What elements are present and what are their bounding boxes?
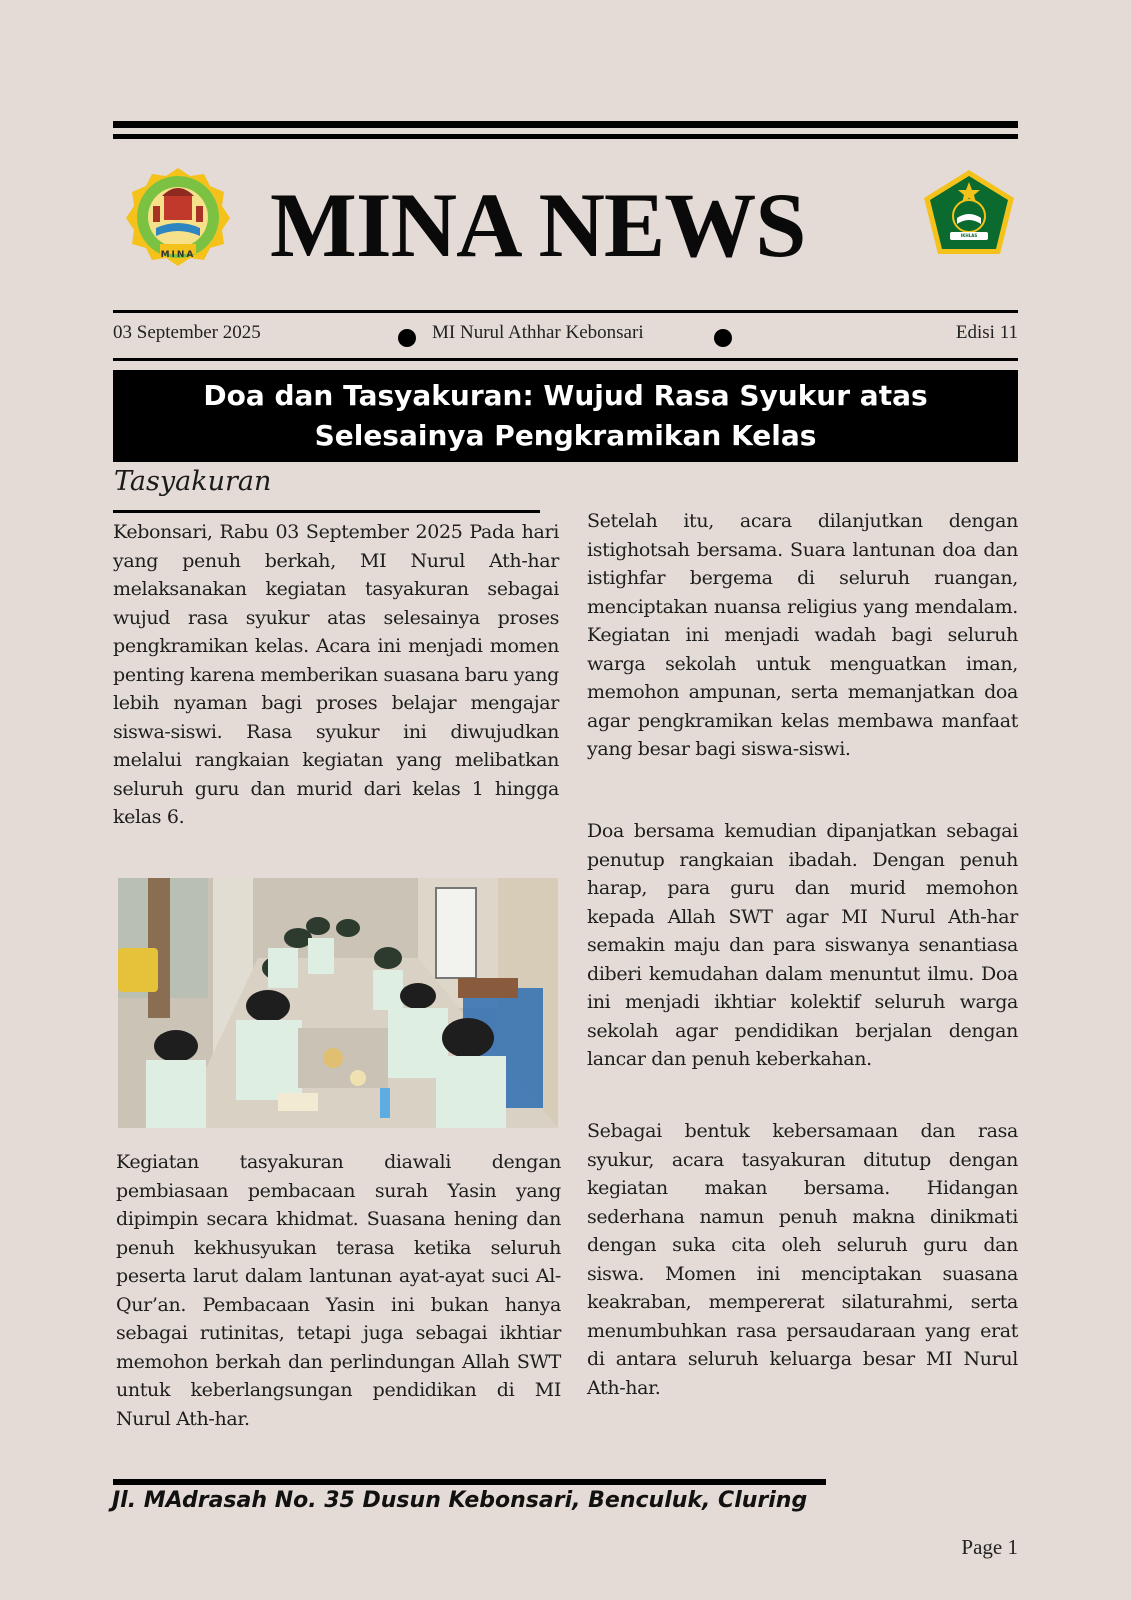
ministry-logo [920,168,1018,258]
school-logo-text: MINA [160,250,196,260]
headline-line-1: Doa dan Tasyakuran: Wujud Rasa Syukur atas [203,379,928,412]
footer-rule [113,1479,826,1485]
page-number: Page 1 [961,1535,1018,1559]
article-paragraph-4: Doa bersama kemudian dipanjatkan sebagai penutup rangkaian ibadah. Dengan penuh harap, para guru dan murid memohon kepada Allah SWT agar MI Nurul Ath-har semakin maju dan para siswanya senantiasa diberi kemudahan dalam menuntut ilmu. Doa ini menjadi ikhtiar kolektif seluruh warga sekolah agar pendidikan berjalan dengan lancar dan penuh keberkahan. [587,820,1018,1070]
bullet-dot [714,329,732,347]
school-name: MI Nurul Athhar Kebonsari [432,322,644,343]
top-rule-thin [113,134,1018,139]
top-rule-thick [113,121,1018,128]
article-paragraph-1: Kebonsari, Rabu 03 September 2025 Pada hari yang penuh berkah, MI Nurul Ath-har melaksanakan kegiatan tasyakuran sebagai wujud rasa syukur atas selesainya proses pengkramikan kelas. Acara ini menjadi momen penting karena memberikan suasana baru yang lebih nyaman bagi proses belajar mengajar siswa-siswi. Rasa syukur ini diwujudkan melalui rangkaian kegiatan yang melibatkan seluruh guru dan murid dari kelas 1 hingga kelas 6. [113,521,559,828]
meta-rule-top [113,310,1018,313]
masthead-title: MINA NEWS [270,174,806,276]
event-photo [118,878,558,1128]
headline-banner [113,370,1018,462]
ministry-logo-ribbon: IKHLAS BERAMAL [958,233,980,246]
edition-number: Edisi 11 [955,322,1018,343]
headline-line-2: Selesainya Pengkramikan Kelas [314,419,817,452]
school-address: Jl. MAdrasah No. 35 Dusun Kebonsari, Benculuk, Cluring [112,1488,808,1513]
article-paragraph-3: Setelah itu, acara dilanjutkan dengan istighotsah bersama. Suara lantunan doa dan istighfar bergema di seluruh ruangan, menciptakan nuansa religius yang mendalam. Kegiatan ini menjadi wadah bagi seluruh warga sekolah untuk menguatkan iman, memohon ampunan, serta memanjatkan doa agar pengkramikan kelas membawa manfaat yang besar bagi siswa-siswi. [587,510,1018,760]
bullet-dot [398,329,416,347]
section-underline [113,510,540,513]
meta-rule-bottom [113,358,1018,361]
issue-date: 03 September 2025 [113,322,261,343]
article-paragraph-2: Kegiatan tasyakuran diawali dengan pembiasaan pembacaan surah Yasin yang dipimpin secara khidmat. Suasana hening dan penuh kekhusyukan terasa ketika seluruh peserta larut dalam lantunan ayat-ayat suci Al-Qur’an. Pembacaan Yasin ini bukan hanya sebagai rutinitas, tetapi juga sebagai ikhtiar memohon berkah dan perlindungan Allah SWT untuk keberlangsungan pendidikan di MI Nurul Ath-har. [116,1151,561,1430]
school-logo [124,166,232,268]
section-label: Tasyakuran [114,466,272,497]
article-paragraph-5: Sebagai bentuk kebersamaan dan rasa syukur, acara tasyakuran ditutup dengan kegiatan makan bersama. Hidangan sederhana namun penuh makna dinikmati dengan suka cita oleh seluruh guru dan siswa. Momen ini menciptakan suasana keakraban, mempererat silaturahmi, serta menumbuhkan rasa persaudaraan yang erat di antara seluruh keluarga besar MI Nurul Ath-har. [587,1120,1018,1399]
